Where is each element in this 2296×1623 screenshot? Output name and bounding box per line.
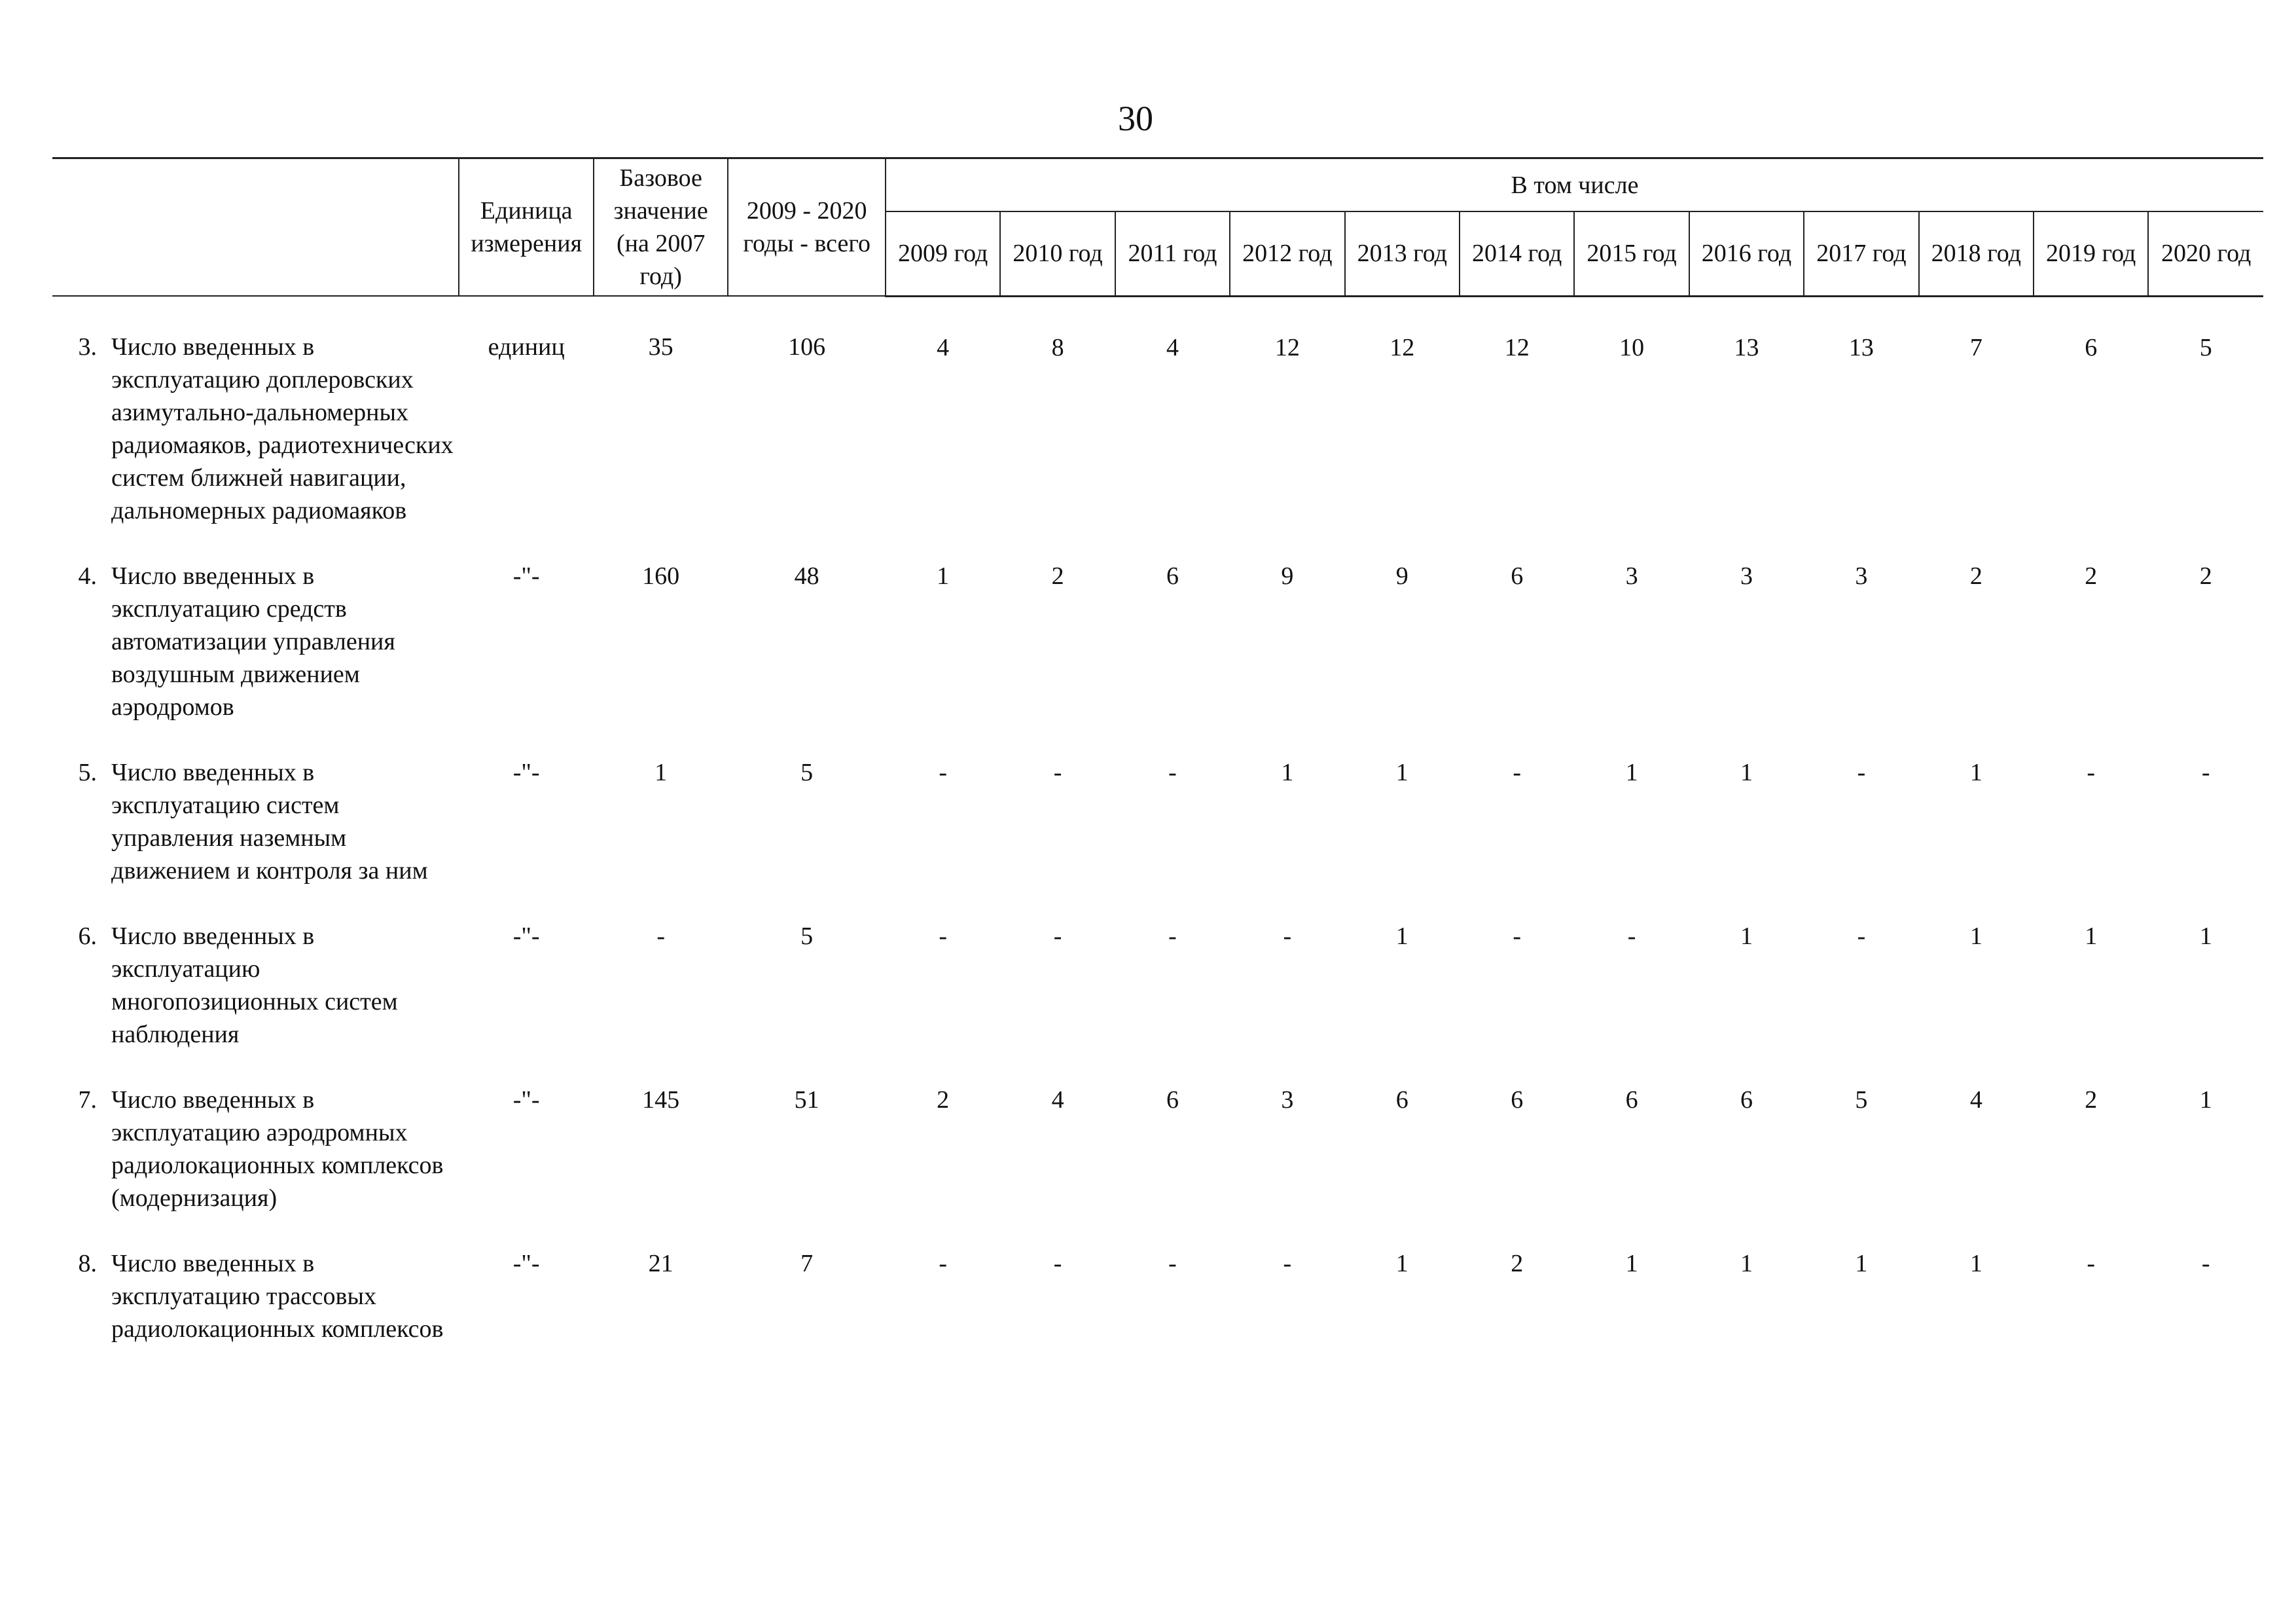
total-value-cell: 7 [800,1250,814,1277]
year-value-cell: 6 [1166,562,1179,590]
year-value-cell: 7 [1969,333,1982,361]
row-number: 4. [78,562,97,590]
indicator-name: Число введенных в эксплуатацию аэродромных радиолокационных комплексов (модернизация) [111,1086,444,1212]
year-value-cell: - [2087,1250,2096,1277]
header-year: 2020 год [2148,211,2263,296]
header-year: 2011 год [1115,211,1230,296]
year-value-cell: 12 [1504,333,1530,361]
year-value-cell: - [1168,759,1177,786]
base-value-cell: 145 [642,1086,680,1114]
row-spacer [52,887,2263,920]
header-year: 2019 год [2034,211,2148,296]
year-value-cell: 1 [937,562,950,590]
year-value-cell: 9 [1395,562,1408,590]
year-value-cell: - [1513,759,1522,786]
year-value-cell: 9 [1281,562,1294,590]
total-value-cell: 106 [788,333,826,361]
year-value-cell: 2 [1969,562,1982,590]
year-value-cell: 3 [1625,562,1638,590]
header-year: 2014 год [1460,211,1574,296]
year-value-cell: 1 [1740,922,1753,950]
year-value-cell: 1 [1395,759,1408,786]
year-value-cell: - [1053,922,1062,950]
base-value-cell: 1 [655,759,668,786]
year-value-cell: 3 [1281,1086,1294,1114]
year-value-cell: 1 [1395,1250,1408,1277]
year-value-cell: 1 [1281,759,1294,786]
indicator-name-cell [52,1084,459,1214]
row-spacer [52,723,2263,756]
header-year: 2010 год [1000,211,1115,296]
row-number: 3. [78,333,97,361]
year-value-cell: 4 [1166,333,1179,361]
year-value-cell: 3 [1855,562,1868,590]
row-spacer [52,527,2263,560]
year-value-cell: 2 [937,1086,950,1114]
header-year: 2012 год [1230,211,1344,296]
header-year: 2016 год [1689,211,1804,296]
year-value-cell: 4 [1969,1086,1982,1114]
unit-cell: единиц [488,333,565,361]
header-blank-cell [52,158,459,297]
year-value-cell: 1 [2199,1086,2212,1114]
header-year: 2015 год [1574,211,1689,296]
year-value-cell: 1 [2199,922,2212,950]
year-value-cell: 1 [2085,922,2098,950]
year-value-cell: 6 [1166,1086,1179,1114]
page-number: 30 [1118,99,1153,138]
base-value-cell: 160 [642,562,680,590]
year-value-cell: - [1857,922,1866,950]
table-row [52,296,2263,527]
table-row [52,1247,2263,1345]
year-value-cell: - [1053,1250,1062,1277]
year-value-cell: 6 [1511,1086,1524,1114]
header-base: Базовое значение (на 2007 год) [594,158,728,297]
year-value-cell: 5 [2199,333,2212,361]
year-value-cell: 2 [2085,1086,2098,1114]
year-value-cell: 1 [1969,922,1982,950]
table-header [52,158,2263,297]
total-value-cell: 5 [800,922,814,950]
year-value-cell: - [1168,1250,1177,1277]
header-unit: Единица измерения [459,158,593,297]
year-value-cell: 6 [2085,333,2098,361]
indicator-name-cell [52,560,459,723]
year-value-cell: 4 [1051,1086,1064,1114]
base-value-cell: 21 [648,1250,673,1277]
year-value-cell: 6 [1511,562,1524,590]
year-value-cell: 1 [1969,1250,1982,1277]
year-value-cell: 13 [1734,333,1759,361]
year-value-cell: - [1513,922,1522,950]
unit-cell: -"- [512,759,540,786]
header-year: 2017 год [1804,211,1918,296]
year-value-cell: 2 [2085,562,2098,590]
year-value-cell: 6 [1625,1086,1638,1114]
table-row [52,920,2263,1051]
year-value-cell: 1 [1395,922,1408,950]
total-value-cell: 5 [800,759,814,786]
row-number: 7. [78,1086,97,1114]
indicator-name-cell [52,920,459,1051]
year-value-cell: 2 [2199,562,2212,590]
year-value-cell: 1 [1855,1250,1868,1277]
indicator-name: Число введенных в эксплуатацию трассовых радиолокационных комплексов [111,1250,444,1343]
unit-cell: -"- [512,1250,540,1277]
year-value-cell: - [1283,1250,1292,1277]
year-value-cell: 1 [1625,759,1638,786]
year-value-cell: 5 [1855,1086,1868,1114]
year-value-cell: - [1857,759,1866,786]
year-value-cell: - [2087,759,2096,786]
unit-cell: -"- [512,1086,540,1114]
indicator-name-cell [52,296,459,527]
indicator-name: Число введенных в эксплуатацию систем управления наземным движением и контроля за ним [111,759,428,884]
year-value-cell: 1 [1625,1250,1638,1277]
total-value-cell: 48 [794,562,819,590]
year-value-cell: 4 [937,333,950,361]
year-value-cell: 6 [1395,1086,1408,1114]
year-value-cell: - [1283,922,1292,950]
year-value-cell: 10 [1619,333,1645,361]
year-value-cell: 2 [1511,1250,1524,1277]
year-value-cell: 13 [1848,333,1874,361]
indicator-name: Число введенных в эксплуатацию многопозиционных систем наблюдения [111,922,398,1048]
row-spacer [52,1214,2263,1247]
row-number: 5. [78,759,97,786]
year-value-cell: - [1168,922,1177,950]
indicator-name: Число введенных в эксплуатацию средств автоматизации управления воздушным движением аэродромов [111,562,395,721]
table-body [52,296,2263,1345]
year-value-cell: 1 [1740,759,1753,786]
year-value-cell: - [939,759,947,786]
table-row [52,1084,2263,1214]
year-value-cell: - [2201,1250,2210,1277]
indicators-table [52,157,2263,1345]
table-row [52,756,2263,887]
year-value-cell: - [1627,922,1636,950]
table-row [52,560,2263,723]
year-value-cell: 12 [1390,333,1415,361]
year-value-cell: 6 [1740,1086,1753,1114]
unit-cell: -"- [512,562,540,590]
header-year: 2009 год [886,211,1000,296]
total-value-cell: 51 [794,1086,819,1114]
indicator-name-cell [52,1247,459,1345]
year-value-cell: - [2201,759,2210,786]
header-year: 2013 год [1345,211,1460,296]
indicator-name: Число введенных в эксплуатацию доплеровских азимутально-дальномерных радиомаяков, радиотехнических систем ближней навигации, дальномерных радиомаяков [111,333,454,524]
year-value-cell: 1 [1740,1250,1753,1277]
row-number: 6. [78,922,97,950]
year-value-cell: 3 [1740,562,1753,590]
year-value-cell: 8 [1051,333,1064,361]
row-number: 8. [78,1250,97,1277]
year-value-cell: 2 [1051,562,1064,590]
header-including: В том числе [886,158,2263,212]
year-value-cell: - [939,922,947,950]
year-value-cell: 12 [1274,333,1300,361]
year-value-cell: - [1053,759,1062,786]
unit-cell: -"- [512,922,540,950]
row-spacer [52,1051,2263,1084]
base-value-cell: - [656,922,665,950]
year-value-cell: 1 [1969,759,1982,786]
year-value-cell: - [939,1250,947,1277]
base-value-cell: 35 [648,333,673,361]
header-total: 2009 - 2020 годы - всего [728,158,886,297]
indicator-name-cell [52,756,459,887]
header-year: 2018 год [1919,211,2034,296]
